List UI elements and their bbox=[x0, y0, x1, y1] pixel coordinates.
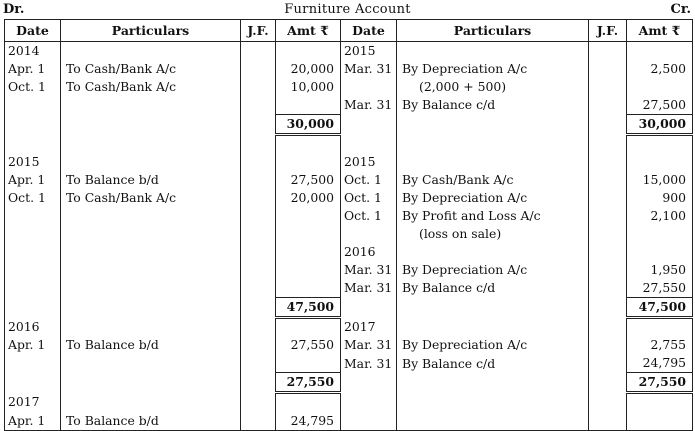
credit-jf-cell bbox=[589, 354, 627, 372]
table-row bbox=[5, 78, 693, 96]
credit-jf-cell bbox=[589, 114, 627, 134]
total-row bbox=[5, 297, 693, 317]
debit-amount-cell: 20,000 bbox=[276, 189, 341, 207]
table-row bbox=[5, 336, 693, 354]
credit-amount-cell bbox=[627, 317, 693, 336]
debit-jf-cell bbox=[241, 114, 276, 134]
debit-jf-cell bbox=[241, 317, 276, 336]
credit-particulars-cell bbox=[397, 393, 589, 412]
credit-amount-cell bbox=[627, 134, 693, 153]
credit-amount-cell: 2,100 bbox=[627, 207, 693, 225]
credit-particulars-cell: By Cash/Bank A/c bbox=[397, 171, 589, 189]
credit-amount-cell bbox=[627, 225, 693, 243]
table-row bbox=[5, 354, 693, 372]
debit-particulars-cell: To Cash/Bank A/c bbox=[61, 60, 241, 78]
debit-particulars-cell bbox=[61, 354, 241, 372]
credit-jf-cell bbox=[589, 189, 627, 207]
debit-date-cell bbox=[5, 225, 61, 243]
credit-jf-cell bbox=[589, 96, 627, 114]
debit-particulars-cell bbox=[61, 153, 241, 171]
credit-jf-cell bbox=[589, 42, 627, 60]
debit-amount-cell: 24,795 bbox=[276, 412, 341, 430]
debit-amount-cell bbox=[276, 279, 341, 297]
debit-jf-header: J.F. bbox=[241, 20, 276, 42]
debit-date-cell bbox=[5, 114, 61, 134]
credit-date-cell bbox=[341, 225, 397, 243]
debit-particulars-cell bbox=[61, 134, 241, 153]
debit-particulars-cell bbox=[61, 225, 241, 243]
account-title: Furniture Account bbox=[284, 2, 411, 17]
table-row bbox=[5, 171, 693, 189]
credit-date-cell bbox=[341, 373, 397, 393]
credit-particulars-cell: By Profit and Loss A/c bbox=[397, 207, 589, 225]
table-row bbox=[5, 279, 693, 297]
debit-date-cell: Apr. 1 bbox=[5, 171, 61, 189]
total-row bbox=[5, 114, 693, 134]
debit-jf-cell bbox=[241, 297, 276, 317]
debit-jf-cell bbox=[241, 354, 276, 372]
debit-amount-cell bbox=[276, 96, 341, 114]
credit-date-cell: Mar. 31 bbox=[341, 279, 397, 297]
credit-particulars-cell bbox=[397, 153, 589, 171]
credit-amount-cell: 27,550 bbox=[627, 373, 693, 393]
credit-jf-cell bbox=[589, 225, 627, 243]
debit-particulars-cell: To Cash/Bank A/c bbox=[61, 189, 241, 207]
table-row bbox=[5, 243, 693, 261]
credit-label: Cr. bbox=[670, 2, 691, 17]
debit-amount-cell bbox=[276, 134, 341, 153]
credit-amount-cell: 27,500 bbox=[627, 96, 693, 114]
credit-amount-cell: 24,795 bbox=[627, 354, 693, 372]
credit-jf-cell bbox=[589, 261, 627, 279]
debit-jf-cell bbox=[241, 189, 276, 207]
debit-jf-cell bbox=[241, 96, 276, 114]
credit-particulars-header: Particulars bbox=[397, 20, 589, 42]
credit-jf-cell bbox=[589, 60, 627, 78]
credit-jf-cell bbox=[589, 243, 627, 261]
debit-amount-cell bbox=[276, 261, 341, 279]
debit-amount-cell bbox=[276, 354, 341, 372]
debit-amount-cell bbox=[276, 225, 341, 243]
credit-amount-cell bbox=[627, 42, 693, 60]
credit-amount-cell: 27,550 bbox=[627, 279, 693, 297]
debit-date-cell bbox=[5, 354, 61, 372]
credit-date-cell bbox=[341, 412, 397, 430]
debit-jf-cell bbox=[241, 243, 276, 261]
debit-jf-cell bbox=[241, 393, 276, 412]
debit-amount-cell: 47,500 bbox=[276, 297, 341, 317]
debit-date-cell bbox=[5, 207, 61, 225]
credit-amount-cell: 900 bbox=[627, 189, 693, 207]
table-row bbox=[5, 60, 693, 78]
debit-jf-cell bbox=[241, 336, 276, 354]
credit-particulars-cell: By Balance c/d bbox=[397, 354, 589, 372]
debit-amount-cell bbox=[276, 42, 341, 60]
credit-date-cell bbox=[341, 114, 397, 134]
credit-particulars-cell: By Depreciation A/c bbox=[397, 189, 589, 207]
debit-date-cell bbox=[5, 134, 61, 153]
debit-particulars-cell: To Balance b/d bbox=[61, 412, 241, 430]
credit-jf-cell bbox=[589, 336, 627, 354]
credit-date-cell: Oct. 1 bbox=[341, 189, 397, 207]
credit-jf-cell bbox=[589, 393, 627, 412]
debit-date-cell: Apr. 1 bbox=[5, 60, 61, 78]
debit-date-cell bbox=[5, 297, 61, 317]
credit-amount-cell: 1,950 bbox=[627, 261, 693, 279]
credit-jf-header: J.F. bbox=[589, 20, 627, 42]
credit-particulars-cell bbox=[397, 412, 589, 430]
credit-particulars-cell bbox=[397, 134, 589, 153]
total-row bbox=[5, 373, 693, 393]
credit-particulars-cell: (2,000 + 500) bbox=[397, 78, 589, 96]
credit-amount-cell bbox=[627, 412, 693, 430]
credit-particulars-cell: By Balance c/d bbox=[397, 279, 589, 297]
column-header-row bbox=[5, 20, 693, 42]
table-row bbox=[5, 412, 693, 430]
debit-amount-cell bbox=[276, 317, 341, 336]
credit-amount-cell bbox=[627, 243, 693, 261]
credit-date-cell: Mar. 31 bbox=[341, 336, 397, 354]
credit-jf-cell bbox=[589, 279, 627, 297]
credit-jf-cell bbox=[589, 153, 627, 171]
credit-date-cell: 2016 bbox=[341, 243, 397, 261]
credit-amount-cell: 30,000 bbox=[627, 114, 693, 134]
debit-amount-cell bbox=[276, 153, 341, 171]
credit-date-cell bbox=[341, 134, 397, 153]
debit-jf-cell bbox=[241, 171, 276, 189]
credit-amount-cell: 15,000 bbox=[627, 171, 693, 189]
table-row bbox=[5, 261, 693, 279]
credit-particulars-cell: By Depreciation A/c bbox=[397, 60, 589, 78]
credit-particulars-cell bbox=[397, 297, 589, 317]
credit-jf-cell bbox=[589, 134, 627, 153]
debit-particulars-cell bbox=[61, 373, 241, 393]
credit-jf-cell bbox=[589, 412, 627, 430]
debit-amount-cell: 10,000 bbox=[276, 78, 341, 96]
credit-particulars-cell: By Depreciation A/c bbox=[397, 336, 589, 354]
credit-amount-cell bbox=[627, 393, 693, 412]
credit-particulars-cell bbox=[397, 317, 589, 336]
credit-date-cell bbox=[341, 78, 397, 96]
debit-particulars-cell bbox=[61, 317, 241, 336]
debit-amount-cell: 20,000 bbox=[276, 60, 341, 78]
debit-amount-cell: 30,000 bbox=[276, 114, 341, 134]
debit-particulars-cell bbox=[61, 279, 241, 297]
debit-particulars-cell bbox=[61, 261, 241, 279]
debit-jf-cell bbox=[241, 42, 276, 60]
table-row bbox=[5, 393, 693, 412]
table-row bbox=[5, 207, 693, 225]
debit-jf-cell bbox=[241, 373, 276, 393]
table-row bbox=[5, 134, 693, 153]
credit-particulars-cell bbox=[397, 373, 589, 393]
debit-particulars-cell: To Balance b/d bbox=[61, 336, 241, 354]
credit-particulars-cell bbox=[397, 243, 589, 261]
credit-amount-cell bbox=[627, 78, 693, 96]
debit-particulars-cell: To Balance b/d bbox=[61, 171, 241, 189]
debit-particulars-cell: To Cash/Bank A/c bbox=[61, 78, 241, 96]
credit-date-cell: Oct. 1 bbox=[341, 171, 397, 189]
credit-date-cell: Oct. 1 bbox=[341, 207, 397, 225]
debit-amount-cell: 27,500 bbox=[276, 171, 341, 189]
debit-particulars-header: Particulars bbox=[61, 20, 241, 42]
debit-date-cell: 2016 bbox=[5, 317, 61, 336]
credit-particulars-cell bbox=[397, 42, 589, 60]
table-row bbox=[5, 317, 693, 336]
credit-jf-cell bbox=[589, 78, 627, 96]
debit-jf-cell bbox=[241, 153, 276, 171]
credit-jf-cell bbox=[589, 297, 627, 317]
credit-jf-cell bbox=[589, 373, 627, 393]
table-row bbox=[5, 153, 693, 171]
credit-jf-cell bbox=[589, 207, 627, 225]
debit-date-cell: 2017 bbox=[5, 393, 61, 412]
debit-particulars-cell bbox=[61, 207, 241, 225]
credit-date-header: Date bbox=[341, 20, 397, 42]
credit-date-cell: Mar. 31 bbox=[341, 354, 397, 372]
debit-date-header: Date bbox=[5, 20, 61, 42]
debit-date-cell: Apr. 1 bbox=[5, 412, 61, 430]
credit-date-cell: Mar. 31 bbox=[341, 261, 397, 279]
ledger-table bbox=[4, 19, 693, 431]
credit-amount-cell: 2,500 bbox=[627, 60, 693, 78]
table-row bbox=[5, 189, 693, 207]
debit-amount-cell: 27,550 bbox=[276, 336, 341, 354]
credit-jf-cell bbox=[589, 317, 627, 336]
credit-particulars-cell: (loss on sale) bbox=[397, 225, 589, 243]
credit-amount-header: Amt ₹ bbox=[627, 20, 693, 42]
debit-label: Dr. bbox=[3, 2, 25, 17]
table-row bbox=[5, 42, 693, 60]
table-row bbox=[5, 96, 693, 114]
debit-amount-cell bbox=[276, 207, 341, 225]
table-row bbox=[5, 225, 693, 243]
credit-particulars-cell: By Balance c/d bbox=[397, 96, 589, 114]
debit-amount-header: Amt ₹ bbox=[276, 20, 341, 42]
debit-amount-cell bbox=[276, 243, 341, 261]
debit-amount-cell: 27,550 bbox=[276, 373, 341, 393]
credit-date-cell bbox=[341, 297, 397, 317]
ledger-header bbox=[0, 0, 695, 19]
debit-jf-cell bbox=[241, 78, 276, 96]
credit-amount-cell: 2,755 bbox=[627, 336, 693, 354]
credit-amount-cell bbox=[627, 153, 693, 171]
credit-date-cell: 2015 bbox=[341, 42, 397, 60]
debit-amount-cell bbox=[276, 393, 341, 412]
debit-date-cell: Oct. 1 bbox=[5, 78, 61, 96]
credit-date-cell bbox=[341, 393, 397, 412]
credit-particulars-cell bbox=[397, 114, 589, 134]
debit-jf-cell bbox=[241, 134, 276, 153]
debit-particulars-cell bbox=[61, 96, 241, 114]
debit-jf-cell bbox=[241, 279, 276, 297]
debit-date-cell: Oct. 1 bbox=[5, 189, 61, 207]
debit-particulars-cell bbox=[61, 42, 241, 60]
debit-jf-cell bbox=[241, 261, 276, 279]
debit-particulars-cell bbox=[61, 297, 241, 317]
debit-date-cell: 2015 bbox=[5, 153, 61, 171]
debit-jf-cell bbox=[241, 60, 276, 78]
credit-amount-cell: 47,500 bbox=[627, 297, 693, 317]
credit-particulars-cell: By Depreciation A/c bbox=[397, 261, 589, 279]
credit-date-cell: 2015 bbox=[341, 153, 397, 171]
debit-jf-cell bbox=[241, 412, 276, 430]
debit-date-cell bbox=[5, 243, 61, 261]
debit-date-cell bbox=[5, 96, 61, 114]
credit-jf-cell bbox=[589, 171, 627, 189]
debit-date-cell bbox=[5, 279, 61, 297]
debit-date-cell bbox=[5, 373, 61, 393]
debit-date-cell bbox=[5, 261, 61, 279]
debit-date-cell: 2014 bbox=[5, 42, 61, 60]
debit-jf-cell bbox=[241, 207, 276, 225]
ledger-body bbox=[5, 42, 693, 431]
credit-date-cell: 2017 bbox=[341, 317, 397, 336]
credit-date-cell: Mar. 31 bbox=[341, 96, 397, 114]
debit-jf-cell bbox=[241, 225, 276, 243]
debit-particulars-cell bbox=[61, 243, 241, 261]
debit-date-cell: Apr. 1 bbox=[5, 336, 61, 354]
debit-particulars-cell bbox=[61, 393, 241, 412]
credit-date-cell: Mar. 31 bbox=[341, 60, 397, 78]
debit-particulars-cell bbox=[61, 114, 241, 134]
